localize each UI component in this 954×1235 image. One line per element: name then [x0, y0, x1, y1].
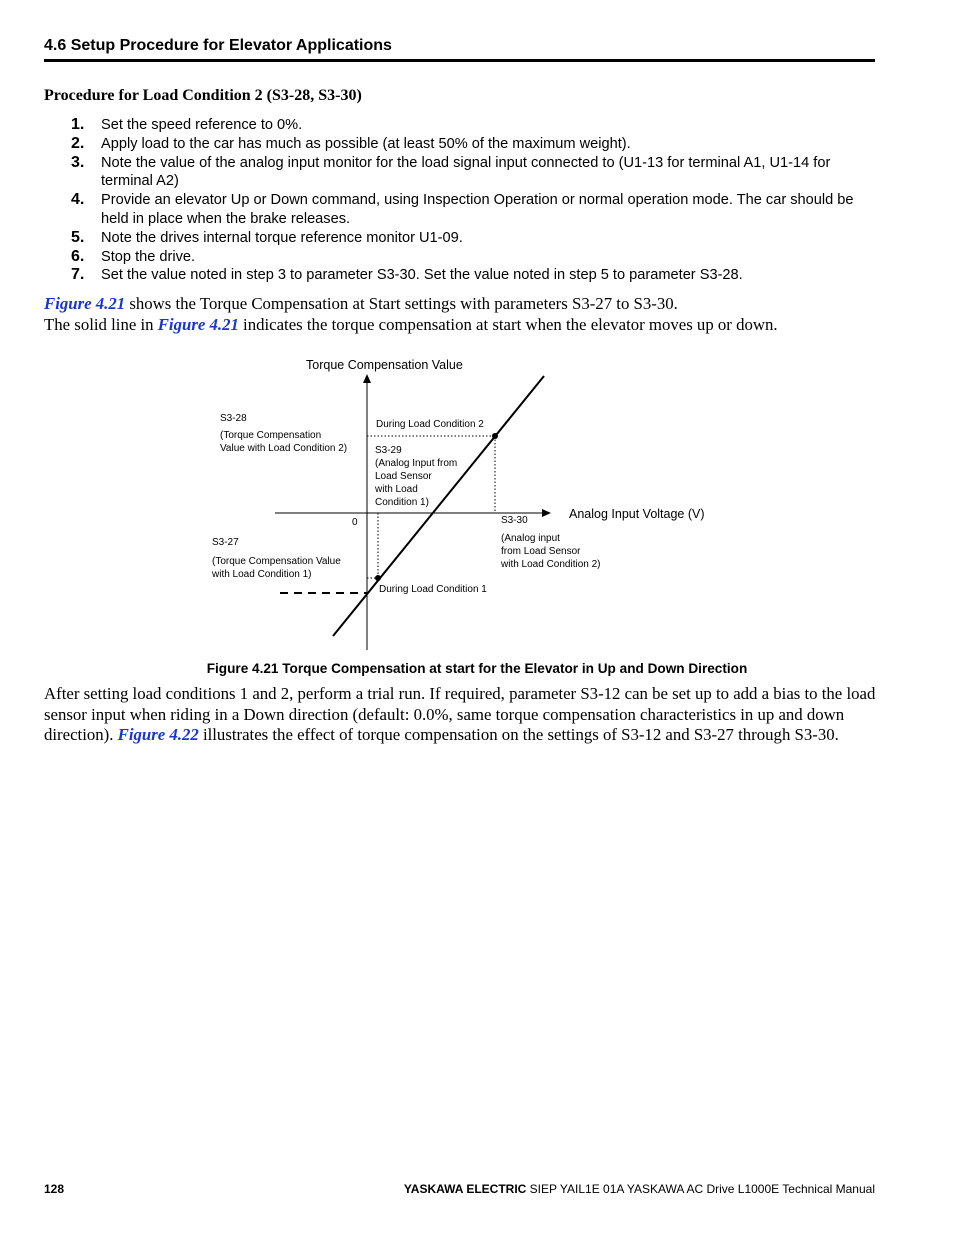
footer-manual: [404, 1182, 875, 1196]
s3-27-desc: with Load Condition 1): [212, 569, 312, 580]
footer-brand: YASKAWA ELECTRIC: [403, 1182, 527, 1196]
s3-28-desc: (Torque Compensation: [220, 430, 322, 441]
step-item: [44, 116, 879, 135]
step-item: [44, 248, 879, 267]
s3-30-desc: from Load Sensor: [501, 546, 581, 557]
origin-label: 0: [352, 517, 358, 528]
intro-text: shows the Torque Compensation at Start settings with parameters S3-27 to S3-30.: [125, 294, 678, 313]
load-condition-1-point: [375, 575, 381, 581]
intro-paragraph: [44, 294, 879, 335]
s3-29-desc: (Analog Input from: [375, 458, 458, 469]
load-condition-2-point: [492, 433, 498, 439]
step-item: [44, 229, 879, 248]
after-paragraph: [44, 684, 879, 746]
step-number: 3.: [71, 153, 85, 171]
load-condition-2-label: During Load Condition 2: [376, 419, 484, 430]
y-axis-title: Torque Compensation Value: [306, 358, 463, 372]
procedure-steps: [44, 116, 879, 285]
step-item: [44, 135, 879, 154]
s3-29-desc: with Load: [375, 484, 418, 495]
figure-caption: Figure 4.21 Torque Compensation at start for the Elevator in Up and Down Direction: [206, 661, 748, 676]
intro-line-1: [44, 294, 879, 315]
load-condition-1-label: During Load Condition 1: [379, 584, 487, 595]
y-axis-arrow-icon: [363, 374, 371, 383]
step-text: Note the drives internal torque reference monitor U1-09.: [101, 229, 463, 246]
s3-28-desc: Value with Load Condition 2): [220, 443, 348, 454]
intro-text: The solid line in: [44, 314, 158, 334]
page-number: 128: [44, 1182, 65, 1196]
x-axis-title: Analog Input Voltage (V): [569, 507, 705, 521]
step-number: 2.: [71, 134, 85, 152]
torque-compensation-figure: [200, 350, 760, 655]
s3-28-code: S3-28: [220, 413, 247, 424]
section-title: 4.6 Setup Procedure for Elevator Applications: [44, 37, 392, 54]
s3-27-code: S3-27: [212, 537, 239, 548]
step-item: [44, 154, 879, 192]
step-item: [44, 266, 879, 285]
after-text: After setting load conditions 1 and 2, perform a trial run. If required, parameter S3-12 can be set up to add a bias to the load sensor input when riding in a Down direction (default: 0.0%, same torque compensation characteristics in up and down direction).: [44, 684, 876, 744]
step-number: 4.: [71, 191, 85, 209]
s3-30-desc: with Load Condition 2): [501, 559, 601, 570]
s3-27-desc: (Torque Compensation Value: [212, 556, 341, 567]
s3-29-code: S3-29: [375, 445, 402, 456]
step-number: 6.: [71, 247, 85, 265]
step-text: Set the speed reference to 0%.: [101, 117, 303, 133]
step-number: 1.: [71, 116, 85, 133]
step-text: Provide an elevator Up or Down command, using Inspection Operation or normal operation mode. The car should be held in place when the brake releases.: [101, 192, 854, 227]
step-text: Set the value noted in step 3 to parameter S3-30. Set the value noted in step 5 to parameter S3-28.: [101, 267, 743, 284]
procedure-heading: Procedure for Load Condition 2 (S3-28, S3-30): [44, 87, 362, 104]
s3-30-code: S3-30: [501, 515, 528, 526]
x-axis-arrow-icon: [542, 509, 551, 517]
step-number: 7.: [71, 266, 85, 284]
step-item: [44, 191, 879, 229]
footer-manual-title: SIEP YAIL1E 01A YASKAWA AC Drive L1000E Technical Manual: [526, 1182, 875, 1196]
step-text: Stop the drive.: [101, 248, 196, 265]
step-number: 5.: [71, 228, 85, 246]
figure-link[interactable]: Figure 4.22: [117, 725, 199, 744]
figure-link[interactable]: Figure 4.21: [157, 314, 239, 334]
step-text: Apply load to the car has much as possible (at least 50% of the maximum weight).: [101, 135, 631, 152]
s3-29-desc: Load Sensor: [375, 471, 432, 482]
intro-text: indicates the torque compensation at start when the elevator moves up or down.: [238, 314, 778, 334]
intro-line-2: [44, 315, 879, 336]
compensation-line: [333, 376, 544, 636]
figure-link[interactable]: Figure 4.21: [44, 294, 126, 313]
s3-29-desc: Condition 1): [375, 497, 429, 508]
step-text: Note the value of the analog input monitor for the load signal input connected to (U1-13 for terminal A1, U1-14 for terminal A2): [101, 154, 831, 190]
header-rule: [44, 59, 875, 62]
s3-30-desc: (Analog input: [501, 533, 560, 544]
after-text: illustrates the effect of torque compensation on the settings of S3-12 and S3-27 through S3-30.: [198, 725, 839, 744]
